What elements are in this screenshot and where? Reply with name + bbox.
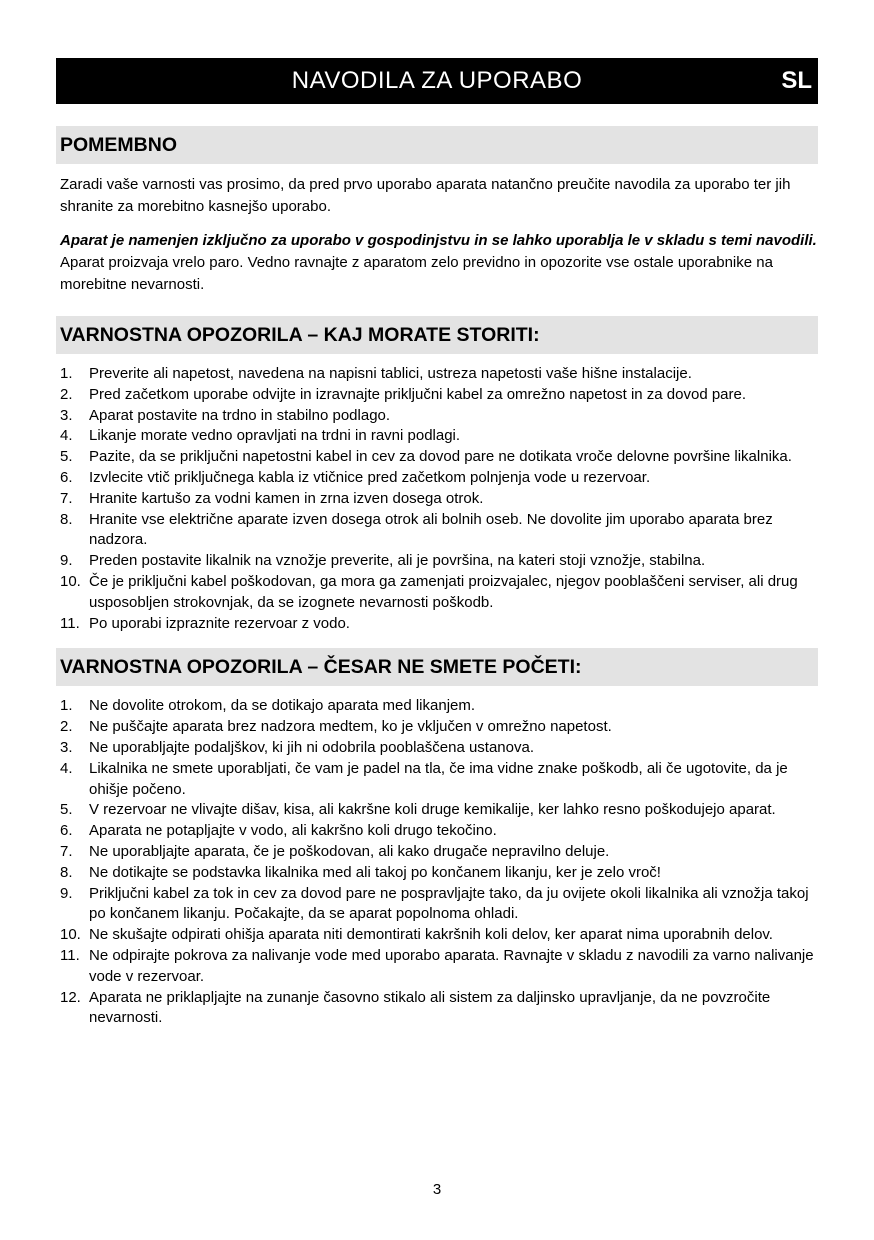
item-number: 8. [60,863,73,881]
item-number: 11. [60,946,80,964]
item-text: Ne uporabljajte podaljškov, ki jih ni odobrila pooblaščena ustanova. [89,738,535,756]
language-code: SL [781,67,812,94]
item-number: 9. [60,884,73,902]
item-number: 2. [60,385,73,403]
list-item [60,842,818,863]
item-text: Pazite, da se priključni napetostni kabel in cev za dovod pare ne dotikata vroče delovne površine likalnika. [89,448,792,466]
item-number: 5. [60,801,73,819]
item-number: 10. [60,926,81,944]
item-text: Po uporabi izpraznite rezervoar z vodo. [89,614,350,632]
item-number: 12. [60,988,81,1006]
list-item [60,406,818,427]
title-bar [56,58,818,104]
item-number: 1. [60,365,73,382]
item-number: 11. [60,614,80,632]
item-text: Ne puščajte aparata brez nadzora medtem, ko je vključen v omrežno napetost. [89,718,612,736]
list-item [60,800,818,821]
item-text: Aparat postavite na trdno in stabilno podlago. [89,406,391,424]
item-number: 7. [60,842,73,860]
list-item [60,759,818,801]
page-title: NAVODILA ZA UPORABO [291,67,583,94]
must-do-list [56,364,818,634]
item-number: 4. [60,427,73,445]
list-item [60,863,818,884]
item-number: 7. [60,489,73,507]
list-item [60,447,818,468]
section-heading-important: POMEMBNO [56,126,818,164]
list-item [60,925,818,946]
list-item [60,489,818,510]
document-page [56,58,818,1029]
item-text: Če je priključni kabel poškodovan, ga mora ga zamenjati proizvajalec, njegov pooblaščeni serviser, ali drug usposobljen strokovnjak, da se izognete nevarnosti poškodb. [89,572,798,611]
item-number: 6. [60,468,73,486]
list-item [60,551,818,572]
list-item [60,572,818,614]
list-item [60,614,818,635]
item-text: Preverite ali napetost, navedena na napisni tablici, ustreza napetosti vaše hišne instalacije. [89,365,692,382]
item-number: 6. [60,822,73,840]
item-text: Aparata ne priklapljajte na zunanje časovno stikalo ali sistem za daljinsko upravljanje, da ne povzročite nevarnosti. [89,988,771,1027]
item-text: Hranite kartušo za vodni kamen in zrna izven dosega otrok. [89,489,484,507]
item-number: 2. [60,718,73,736]
list-item [60,821,818,842]
warning-paragraph: Aparat je namenjen izključno za uporabo v gospodinjstvu in se lahko uporablja le v skladu s temi navodili. [60,232,817,249]
must-not-list [56,696,818,1029]
item-text: Pred začetkom uporabe odvijte in izravnajte priključni kabel za omrežno napetost in za dovod pare. [89,385,747,403]
list-item [60,717,818,738]
item-text: V rezervoar ne vlivajte dišav, kisa, ali kakršne koli druge kemikalije, ker lahko resno poškodujejo aparat. [89,801,776,819]
item-text: Likanje morate vedno opravljati na trdni in ravni podlagi. [89,427,461,445]
item-text: Hranite vse električne aparate izven dosega otrok ali bolnih oseb. Ne dovolite jim uporabo aparata brez nadzora. [89,510,773,549]
list-item [60,364,818,385]
item-number: 5. [60,448,73,466]
item-text: Ne dovolite otrokom, da se dotikajo aparata med likanjem. [89,697,476,715]
item-text: Preden postavite likalnik na vznožje preverite, ali je površina, na kateri stoji vznožje, stabilna. [89,552,706,570]
list-item [60,988,818,1030]
item-number: 1. [60,697,73,715]
item-number: 4. [60,759,73,777]
item-text: Ne odpirajte pokrova za nalivanje vode med uporabo aparata. Ravnajte v skladu z navodili za varno nalivanje vode v rezervoar. [89,946,814,985]
item-text: Ne dotikajte se podstavka likalnika med ali takoj po končanem likanju, ker je zelo vroč! [89,863,661,881]
item-number: 3. [60,406,73,424]
item-text: Ne uporabljajte aparata, če je poškodovan, ali kako drugače nepravilno deluje. [89,842,610,860]
intro-paragraph: Zaradi vaše varnosti vas prosimo, da pred prvo uporabo aparata natančno preučite navodila za uporabo ter jih shranite za morebitno kasnejšo uporabo. [60,176,791,215]
item-text: Aparata ne potapljajte v vodo, ali kakršno koli drugo tekočino. [89,822,497,840]
list-item [60,696,818,717]
section-heading-must-do: VARNOSTNA OPOZORILA – KAJ MORATE STORITI: [56,316,818,354]
steam-note-paragraph: Aparat proizvaja vrelo paro. Vedno ravnajte z aparatom zelo previdno in opozorite vse ostale uporabnike na morebitne nevarnosti. [60,254,773,293]
item-text: Izvlecite vtič priključnega kabla iz vtičnice pred začetkom polnjenja vode u rezervoar. [89,468,651,486]
item-text: Priključni kabel za tok in cev za dovod pare ne pospravljajte tako, da ju ovijete okoli likalnika ali vznožja takoj po končanem likanju. Počakajte, da se aparat popolnoma ohladi. [89,884,809,923]
section-heading-must-not: VARNOSTNA OPOZORILA – ČESAR NE SMETE POČETI: [56,648,818,686]
list-item [60,738,818,759]
item-text: Ne skušajte odpirati ohišja aparata niti demontirati kakršnih koli delov, ker aparat nima uporabnih delov. [89,926,773,944]
list-item [60,385,818,406]
item-number: 9. [60,552,73,570]
list-item [60,510,818,552]
item-number: 3. [60,738,73,756]
item-number: 8. [60,510,73,528]
item-number: 10. [60,572,81,590]
page-number: 3 [432,1181,442,1198]
list-item [60,426,818,447]
item-text: Likalnika ne smete uporabljati, če vam je padel na tla, če ima vidne znake poškodb, ali če ugotovite, da je ohišje počeno. [89,759,788,798]
list-item [60,946,818,988]
list-item [60,468,818,489]
list-item [60,884,818,926]
